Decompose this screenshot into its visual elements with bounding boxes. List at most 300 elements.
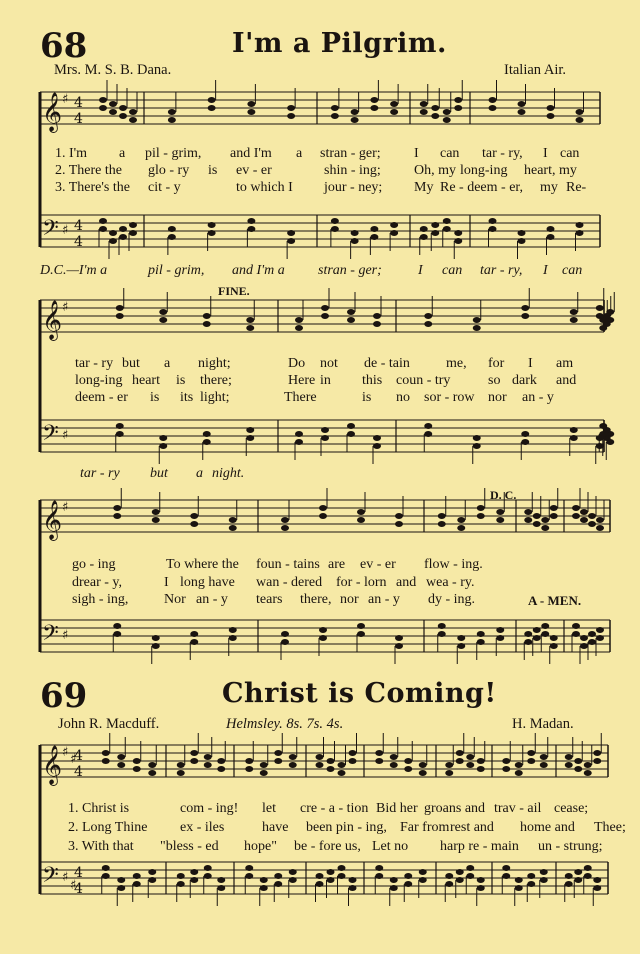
note-head bbox=[204, 873, 212, 879]
fine-marker: FINE. bbox=[218, 284, 250, 298]
note-head bbox=[373, 321, 381, 327]
note-head bbox=[395, 521, 403, 527]
time-signature: 4 bbox=[74, 218, 83, 234]
note-head bbox=[593, 758, 601, 764]
note-head bbox=[438, 513, 446, 519]
note-head bbox=[496, 509, 504, 515]
note-head bbox=[289, 754, 297, 760]
note-head bbox=[357, 517, 365, 523]
note-head bbox=[99, 218, 107, 224]
note-head bbox=[527, 758, 535, 764]
note-head bbox=[502, 766, 510, 772]
note-head bbox=[570, 435, 578, 441]
note-head bbox=[541, 517, 549, 523]
sharp-icon: ♯ bbox=[62, 300, 69, 315]
note-head bbox=[518, 238, 526, 244]
note-head bbox=[287, 238, 295, 244]
note-head bbox=[190, 631, 198, 637]
note-head bbox=[245, 766, 253, 772]
note-head bbox=[457, 525, 465, 531]
note-head bbox=[496, 517, 504, 523]
note-head bbox=[129, 230, 137, 236]
note-head bbox=[580, 635, 588, 641]
note-head bbox=[390, 222, 398, 228]
note-head bbox=[357, 631, 365, 637]
hymn-title-69: Christ is Coming! bbox=[222, 678, 497, 709]
note-head bbox=[550, 513, 558, 519]
note-head bbox=[576, 230, 584, 236]
note-head bbox=[420, 234, 428, 240]
note-head bbox=[148, 877, 156, 883]
note-head bbox=[456, 750, 464, 756]
note-head bbox=[547, 226, 555, 232]
note-head bbox=[168, 117, 176, 123]
time-signature: 4 bbox=[74, 764, 83, 780]
note-head bbox=[129, 109, 137, 115]
note-head bbox=[457, 517, 465, 523]
note-head bbox=[518, 230, 526, 236]
note-head bbox=[533, 627, 541, 633]
note-head bbox=[574, 877, 582, 883]
note-head bbox=[159, 309, 167, 315]
note-head bbox=[438, 623, 446, 629]
note-head bbox=[496, 627, 504, 633]
note-head bbox=[168, 226, 176, 232]
note-head bbox=[527, 750, 535, 756]
note-head bbox=[456, 869, 464, 875]
note-head bbox=[477, 885, 485, 891]
note-head bbox=[113, 505, 121, 511]
note-head bbox=[190, 521, 198, 527]
note-head bbox=[129, 222, 137, 228]
note-head bbox=[119, 226, 127, 232]
note-head bbox=[570, 427, 578, 433]
note-head bbox=[247, 218, 255, 224]
note-head bbox=[596, 635, 604, 641]
note-head bbox=[496, 635, 504, 641]
note-head bbox=[596, 443, 604, 449]
note-head bbox=[99, 226, 107, 232]
note-head bbox=[109, 230, 117, 236]
tune-68: Italian Air. bbox=[504, 62, 567, 78]
bass-clef-icon: 𝄢 bbox=[42, 863, 59, 893]
note-head bbox=[518, 109, 526, 115]
note-head bbox=[245, 758, 253, 764]
note-head bbox=[295, 439, 303, 445]
note-head bbox=[113, 513, 121, 519]
note-head bbox=[168, 234, 176, 240]
note-head bbox=[584, 770, 592, 776]
note-head bbox=[375, 865, 383, 871]
note-head bbox=[438, 631, 446, 637]
note-head bbox=[217, 758, 225, 764]
sharp-icon: ♯ bbox=[70, 878, 77, 893]
note-head bbox=[327, 869, 335, 875]
note-head bbox=[521, 313, 529, 319]
note-head bbox=[445, 770, 453, 776]
note-head bbox=[593, 750, 601, 756]
note-head bbox=[208, 222, 216, 228]
note-head bbox=[289, 869, 297, 875]
note-head bbox=[540, 754, 548, 760]
note-head bbox=[477, 513, 485, 519]
note-head bbox=[116, 431, 124, 437]
note-head bbox=[229, 635, 237, 641]
note-head bbox=[190, 877, 198, 883]
note-head bbox=[295, 317, 303, 323]
note-head bbox=[524, 631, 532, 637]
note-head bbox=[133, 758, 141, 764]
note-head bbox=[152, 643, 160, 649]
note-head bbox=[574, 758, 582, 764]
treble-clef-icon: 𝄞 bbox=[42, 745, 63, 785]
note-head bbox=[204, 754, 212, 760]
note-head bbox=[445, 881, 453, 887]
note-head bbox=[229, 517, 237, 523]
note-head bbox=[489, 105, 497, 111]
note-head bbox=[572, 513, 580, 519]
note-head bbox=[489, 218, 497, 224]
note-head bbox=[159, 443, 167, 449]
note-head bbox=[203, 431, 211, 437]
note-head bbox=[466, 865, 474, 871]
note-head bbox=[229, 525, 237, 531]
note-head bbox=[565, 754, 573, 760]
note-head bbox=[420, 101, 428, 107]
note-head bbox=[289, 877, 297, 883]
bass-clef-icon: 𝄢 bbox=[42, 421, 59, 451]
note-head bbox=[533, 635, 541, 641]
note-head bbox=[375, 758, 383, 764]
note-head bbox=[404, 766, 412, 772]
note-head bbox=[287, 230, 295, 236]
note-head bbox=[445, 873, 453, 879]
note-head bbox=[547, 105, 555, 111]
note-head bbox=[281, 639, 289, 645]
note-head bbox=[404, 758, 412, 764]
note-head bbox=[113, 623, 121, 629]
note-head bbox=[351, 109, 359, 115]
note-head bbox=[572, 623, 580, 629]
note-head bbox=[109, 109, 117, 115]
note-head bbox=[420, 226, 428, 232]
note-head bbox=[347, 423, 355, 429]
note-head bbox=[454, 97, 462, 103]
note-head bbox=[527, 873, 535, 879]
note-head bbox=[133, 873, 141, 879]
note-head bbox=[247, 101, 255, 107]
note-head bbox=[102, 758, 110, 764]
note-head bbox=[593, 885, 601, 891]
note-head bbox=[576, 117, 584, 123]
note-head bbox=[424, 321, 432, 327]
note-head bbox=[327, 758, 335, 764]
note-head bbox=[527, 881, 535, 887]
note-head bbox=[588, 639, 596, 645]
note-head bbox=[245, 865, 253, 871]
time-signature: 4 bbox=[74, 865, 83, 881]
note-head bbox=[370, 97, 378, 103]
note-head bbox=[473, 443, 481, 449]
note-head bbox=[133, 881, 141, 887]
note-head bbox=[515, 877, 523, 883]
note-head bbox=[217, 766, 225, 772]
note-head bbox=[550, 505, 558, 511]
time-signature: 4 bbox=[74, 748, 83, 764]
note-head bbox=[576, 222, 584, 228]
note-head bbox=[431, 230, 439, 236]
note-head bbox=[349, 750, 357, 756]
note-head bbox=[208, 97, 216, 103]
note-head bbox=[113, 631, 121, 637]
note-head bbox=[370, 226, 378, 232]
note-head bbox=[524, 517, 532, 523]
hymn-title-68: I'm a Pilgrim. bbox=[232, 28, 447, 59]
note-head bbox=[420, 109, 428, 115]
note-head bbox=[443, 218, 451, 224]
note-head bbox=[370, 105, 378, 111]
note-head bbox=[260, 885, 268, 891]
note-head bbox=[489, 97, 497, 103]
note-head bbox=[596, 435, 604, 441]
note-head bbox=[373, 313, 381, 319]
hymn-number-68: 68 bbox=[40, 26, 88, 66]
treble-clef-icon: 𝄞 bbox=[42, 92, 63, 132]
note-head bbox=[116, 423, 124, 429]
dc-marker: D. C. bbox=[490, 488, 517, 502]
note-head bbox=[319, 513, 327, 519]
note-head bbox=[547, 113, 555, 119]
note-head bbox=[477, 766, 485, 772]
note-head bbox=[489, 226, 497, 232]
note-head bbox=[177, 770, 185, 776]
note-head bbox=[443, 117, 451, 123]
note-head bbox=[541, 623, 549, 629]
note-head bbox=[152, 517, 160, 523]
note-head bbox=[246, 317, 254, 323]
note-head bbox=[117, 754, 125, 760]
note-head bbox=[287, 105, 295, 111]
note-head bbox=[319, 627, 327, 633]
bass-clef-icon: 𝄢 bbox=[42, 216, 59, 246]
note-head bbox=[477, 758, 485, 764]
note-head bbox=[102, 865, 110, 871]
note-head bbox=[580, 509, 588, 515]
note-head bbox=[159, 435, 167, 441]
note-head bbox=[338, 873, 346, 879]
note-head bbox=[321, 427, 329, 433]
note-head bbox=[404, 881, 412, 887]
note-head bbox=[424, 423, 432, 429]
note-head bbox=[596, 627, 604, 633]
note-head bbox=[316, 754, 324, 760]
note-head bbox=[533, 521, 541, 527]
note-head bbox=[204, 865, 212, 871]
note-head bbox=[502, 873, 510, 879]
note-head bbox=[321, 313, 329, 319]
note-head bbox=[102, 873, 110, 879]
note-head bbox=[424, 431, 432, 437]
note-head bbox=[596, 517, 604, 523]
note-head bbox=[177, 762, 185, 768]
note-head bbox=[375, 873, 383, 879]
note-head bbox=[580, 643, 588, 649]
note-head bbox=[260, 762, 268, 768]
note-head bbox=[247, 109, 255, 115]
note-head bbox=[274, 881, 282, 887]
note-head bbox=[177, 881, 185, 887]
note-head bbox=[321, 435, 329, 441]
treble-clef-icon: 𝄞 bbox=[42, 300, 63, 340]
note-head bbox=[541, 525, 549, 531]
sharp-icon: ♯ bbox=[62, 92, 69, 107]
note-head bbox=[390, 754, 398, 760]
note-head bbox=[357, 623, 365, 629]
note-head bbox=[431, 222, 439, 228]
note-head bbox=[456, 877, 464, 883]
note-head bbox=[502, 865, 510, 871]
note-head bbox=[208, 105, 216, 111]
note-head bbox=[540, 762, 548, 768]
note-head bbox=[331, 218, 339, 224]
note-head bbox=[419, 877, 427, 883]
note-head bbox=[117, 877, 125, 883]
note-head bbox=[375, 750, 383, 756]
note-head bbox=[327, 766, 335, 772]
note-head bbox=[316, 873, 324, 879]
note-head bbox=[419, 770, 427, 776]
note-head bbox=[260, 877, 268, 883]
note-head bbox=[570, 309, 578, 315]
note-head bbox=[390, 230, 398, 236]
note-head bbox=[316, 762, 324, 768]
note-head bbox=[588, 513, 596, 519]
note-head bbox=[295, 325, 303, 331]
sharp-icon: ♯ bbox=[70, 752, 77, 767]
note-head bbox=[395, 635, 403, 641]
note-head bbox=[584, 873, 592, 879]
note-head bbox=[159, 317, 167, 323]
note-head bbox=[593, 877, 601, 883]
note-head bbox=[574, 869, 582, 875]
note-head bbox=[565, 762, 573, 768]
note-head bbox=[321, 305, 329, 311]
author-68: Mrs. M. S. B. Dana. bbox=[54, 62, 172, 78]
hymn-number-69: 69 bbox=[40, 676, 88, 716]
note-head bbox=[148, 770, 156, 776]
note-head bbox=[502, 758, 510, 764]
note-head bbox=[119, 234, 127, 240]
note-head bbox=[395, 513, 403, 519]
note-head bbox=[541, 631, 549, 637]
note-head bbox=[274, 758, 282, 764]
note-head bbox=[524, 639, 532, 645]
note-head bbox=[390, 109, 398, 115]
treble-clef-icon: 𝄞 bbox=[42, 500, 63, 540]
note-head bbox=[116, 313, 124, 319]
note-head bbox=[457, 635, 465, 641]
note-head bbox=[203, 321, 211, 327]
note-head bbox=[152, 635, 160, 641]
sharp-icon: ♯ bbox=[62, 628, 69, 643]
note-head bbox=[347, 317, 355, 323]
note-head bbox=[347, 431, 355, 437]
note-head bbox=[177, 873, 185, 879]
note-head bbox=[327, 877, 335, 883]
note-head bbox=[246, 427, 254, 433]
note-head bbox=[473, 317, 481, 323]
sharp-icon: ♯ bbox=[62, 223, 69, 238]
note-head bbox=[580, 517, 588, 523]
note-head bbox=[148, 869, 156, 875]
note-head bbox=[454, 238, 462, 244]
note-head bbox=[319, 505, 327, 511]
note-head bbox=[208, 230, 216, 236]
note-head bbox=[390, 762, 398, 768]
note-head bbox=[217, 885, 225, 891]
time-signature: 4 bbox=[74, 111, 83, 127]
note-head bbox=[477, 877, 485, 883]
note-head bbox=[287, 113, 295, 119]
note-head bbox=[477, 505, 485, 511]
note-head bbox=[533, 513, 541, 519]
note-head bbox=[457, 643, 465, 649]
note-head bbox=[247, 226, 255, 232]
note-head bbox=[190, 639, 198, 645]
note-head bbox=[351, 238, 359, 244]
note-head bbox=[190, 750, 198, 756]
note-head bbox=[521, 305, 529, 311]
note-head bbox=[466, 873, 474, 879]
note-head bbox=[515, 762, 523, 768]
note-head bbox=[438, 521, 446, 527]
note-head bbox=[370, 234, 378, 240]
note-head bbox=[129, 117, 137, 123]
note-head bbox=[473, 325, 481, 331]
note-head bbox=[245, 873, 253, 879]
note-head bbox=[596, 313, 604, 319]
note-head bbox=[390, 101, 398, 107]
note-head bbox=[572, 505, 580, 511]
note-head bbox=[119, 105, 127, 111]
note-head bbox=[576, 109, 584, 115]
note-head bbox=[190, 758, 198, 764]
note-head bbox=[190, 513, 198, 519]
note-head bbox=[246, 435, 254, 441]
note-head bbox=[431, 113, 439, 119]
note-head bbox=[574, 766, 582, 772]
note-head bbox=[203, 313, 211, 319]
note-head bbox=[331, 226, 339, 232]
note-head bbox=[319, 635, 327, 641]
note-head bbox=[331, 113, 339, 119]
note-head bbox=[347, 309, 355, 315]
note-head bbox=[357, 509, 365, 515]
note-head bbox=[260, 770, 268, 776]
sharp-icon: ♯ bbox=[62, 745, 69, 760]
note-head bbox=[281, 525, 289, 531]
note-head bbox=[521, 439, 529, 445]
author-69: John R. Macduff. bbox=[58, 716, 160, 732]
note-head bbox=[246, 325, 254, 331]
note-head bbox=[203, 439, 211, 445]
note-head bbox=[390, 877, 398, 883]
note-head bbox=[596, 305, 604, 311]
note-head bbox=[109, 101, 117, 107]
note-head bbox=[515, 885, 523, 891]
note-head bbox=[404, 873, 412, 879]
note-head bbox=[431, 105, 439, 111]
